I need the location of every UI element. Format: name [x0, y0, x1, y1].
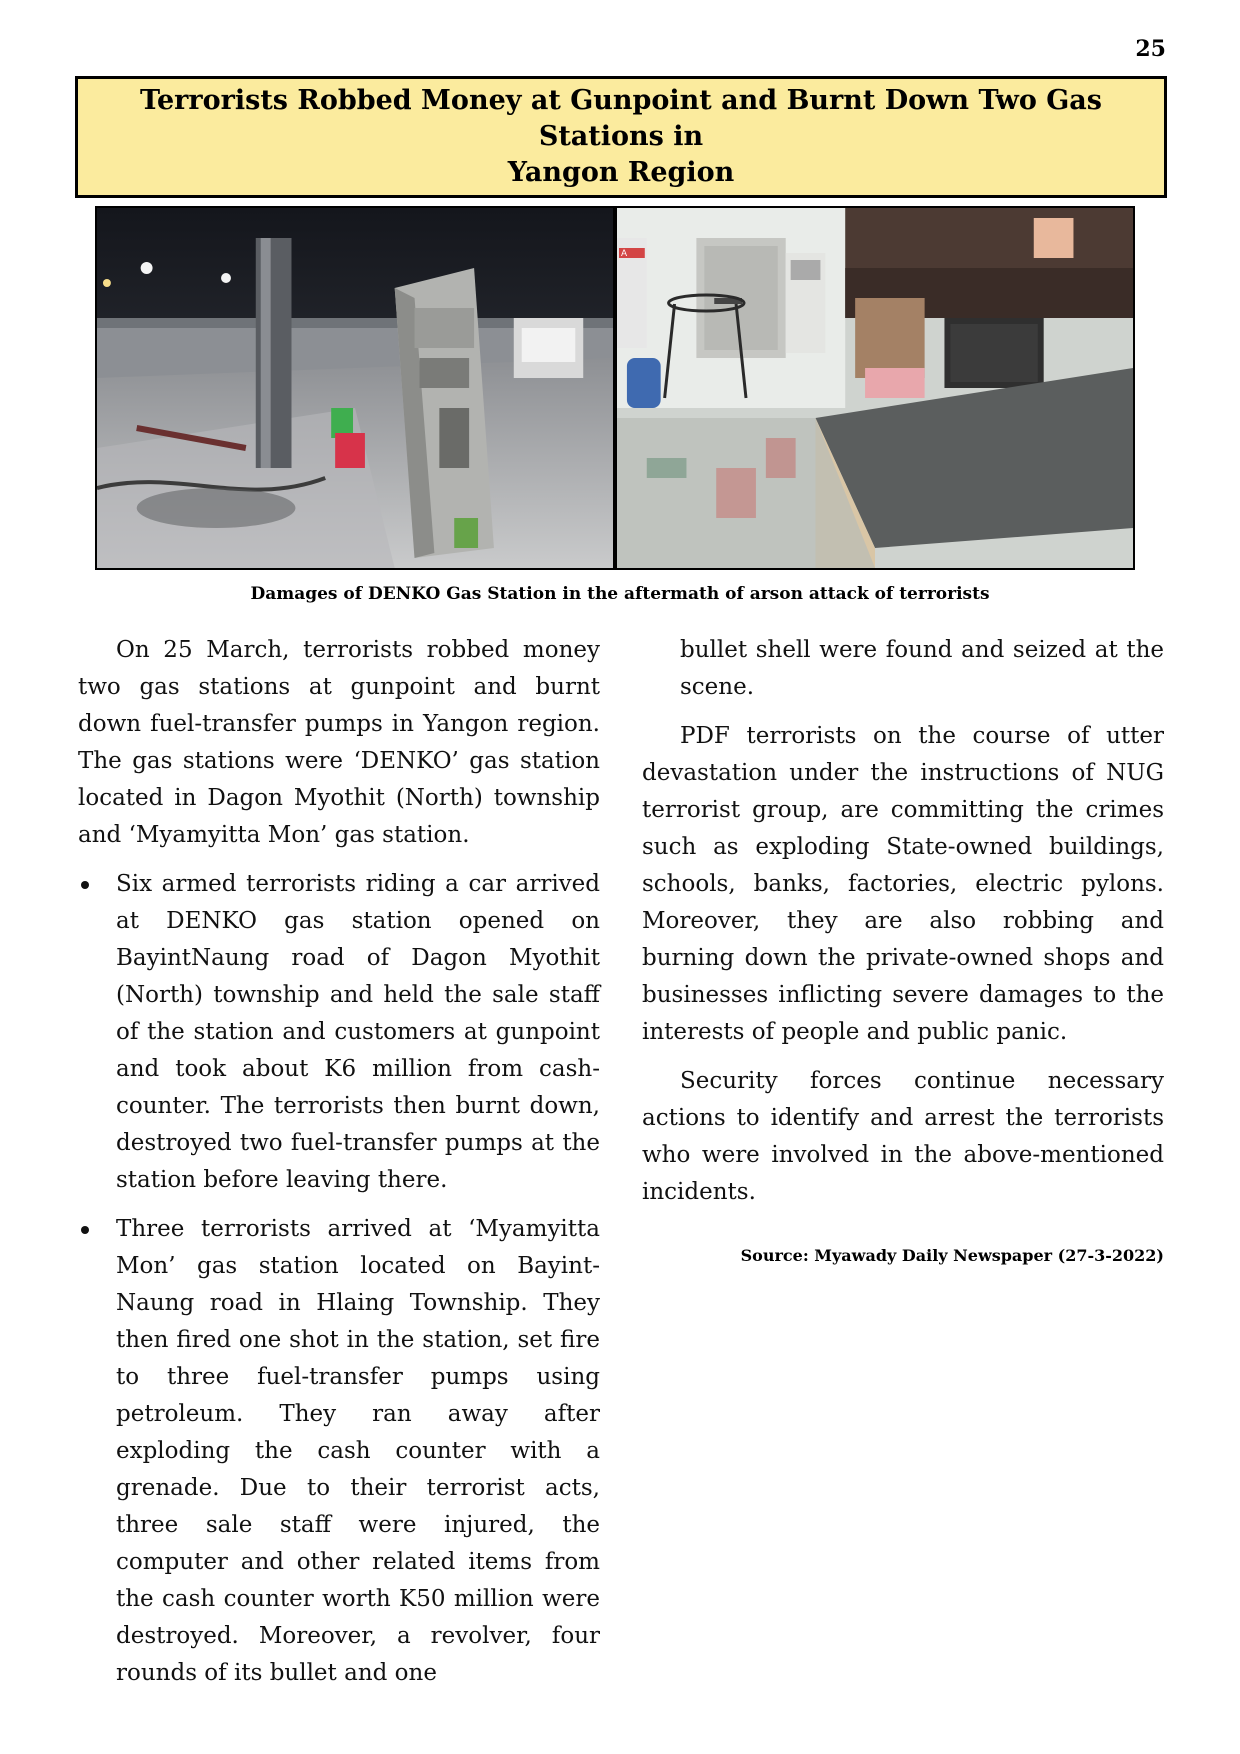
article-intro: On 25 March, terrorists robbed money two gas stations at gunpoint and burnt down fuel-transfer pumps in Yangon region. The gas stations were ‘DENKO’ gas station located in Dagon Myothit (North) township and ‘Myamyitta Mon’ gas station.	[78, 637, 600, 848]
cash-counter-photo	[617, 208, 1133, 568]
article-left-column	[78, 632, 600, 1704]
photo-caption: Damages of DENKO Gas Station in the aftermath of arson attack of terrorists	[250, 584, 990, 604]
incident-item	[78, 866, 600, 1199]
bullet-icon	[81, 881, 89, 889]
photo-strip	[95, 206, 1135, 570]
gas-pump-night-illustration	[97, 208, 613, 568]
article-paragraph-security: Security forces continue necessary actions to identify and arrest the terrorists who were involved in the above-mentioned incidents.	[642, 1068, 1164, 1205]
incident-text: Six armed terrorists riding a car arrived at DENKO gas station opened on BayintNaung road of Dagon Myothit (North) township and held the sale staff of the station and customers at gunpoint and took about K6 million from cash-counter. The terrorists then burnt down, destroyed two fuel-transfer pumps at the station before leaving there.	[116, 871, 600, 1193]
gas-pump-night-photo	[97, 208, 613, 568]
incident-list	[78, 866, 600, 1692]
article-paragraph-pdf: PDF terrorists on the course of utter devastation under the instructions of NUG terrorist group, are committing the crimes such as exploding State-owned buildings, schools, banks, factories, electric pylons. Moreover, they are also robbing and burning down the private-owned shops and businesses inflicting severe damages to the interests of people and public panic.	[642, 723, 1164, 1045]
page-number: 25	[1135, 36, 1166, 62]
bullet-icon	[81, 1226, 89, 1234]
right-sign-text: A	[620, 248, 628, 260]
source-citation: Source: Myawady Daily Newspaper (27-3-2022)	[740, 1246, 1164, 1265]
article-right-column	[642, 632, 1164, 1274]
incident-continuation: bullet shell were found and seized at the scene.	[680, 637, 1164, 700]
headline-line-1: Terrorists Robbed Money at Gunpoint and Burnt Down Two Gas Stations in	[140, 85, 1102, 152]
cash-counter-illustration	[617, 208, 1133, 568]
headline-box	[75, 76, 1167, 198]
headline-line-2: Yangon Region	[507, 157, 735, 188]
incident-text: Three terrorists arrived at ‘Myamyitta Mon’ gas station located on Bayint-Naung road in Hlaing Township. They then fired one shot in the station, set fire to three fuel-transfer pumps using petroleum. They ran away after exploding the cash counter with a grenade. Due to their terrorist acts, three sale staff were injured, the computer and other related items from the cash counter worth K50 million were destroyed. Moreover, a revolver, four rounds of its bullet and one	[116, 1216, 600, 1686]
incident-item	[78, 1211, 600, 1692]
